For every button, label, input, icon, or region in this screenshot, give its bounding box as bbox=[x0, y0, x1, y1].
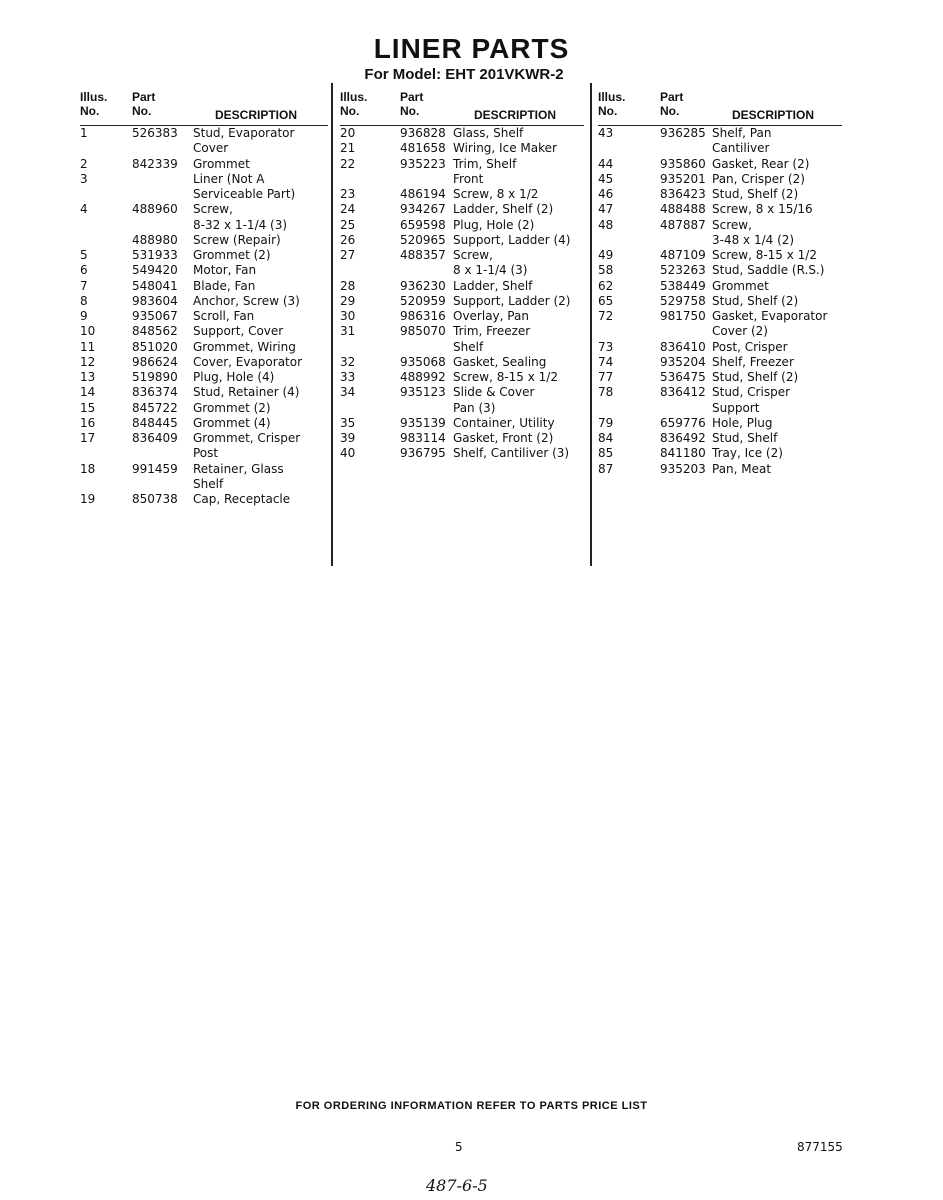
part-description: Grommet bbox=[193, 156, 250, 171]
illus-number: 11 bbox=[80, 339, 96, 354]
part-number: 488992 bbox=[400, 370, 446, 384]
part-number: 935201 bbox=[660, 171, 706, 186]
part-number: 536475 bbox=[660, 370, 706, 384]
illus-number: 31 bbox=[340, 324, 356, 339]
part-description: Wiring, Ice Maker bbox=[453, 141, 557, 156]
part-description: Screw, 8 x 1/2 bbox=[453, 187, 539, 201]
part-description: Slide & Cover Pan (3) bbox=[453, 385, 535, 415]
part-description: Support, Ladder (4) bbox=[453, 232, 571, 247]
illus-number: 87 bbox=[598, 461, 614, 476]
illus-number: 9 bbox=[80, 309, 88, 323]
illus-number: 3 bbox=[80, 171, 88, 186]
table-row bbox=[80, 355, 330, 370]
part-description: Cover, Evaporator bbox=[193, 354, 303, 369]
illus-number: 32 bbox=[340, 354, 356, 369]
illus-number: 5 bbox=[80, 248, 88, 262]
part-description: Support, Cover bbox=[193, 324, 284, 339]
part-number: 659598 bbox=[400, 217, 446, 232]
part-number: 488960 bbox=[132, 202, 178, 217]
illus-number: 23 bbox=[340, 187, 356, 201]
part-number: 526383 bbox=[132, 126, 178, 140]
illus-number: 79 bbox=[598, 415, 614, 430]
illus-number: 7 bbox=[80, 278, 88, 293]
part-description: Glass, Shelf bbox=[453, 126, 524, 140]
part-number: 983604 bbox=[132, 293, 178, 308]
part-description: Screw, 8-15 x 1/2 bbox=[453, 370, 558, 384]
document-number: 877155 bbox=[797, 1140, 843, 1154]
part-number: 519890 bbox=[132, 370, 178, 384]
part-description: Cap, Receptacle bbox=[193, 492, 291, 506]
table-row bbox=[598, 416, 848, 431]
part-number: 531933 bbox=[132, 248, 178, 262]
part-description: Shelf, Pan Cantiliver bbox=[712, 126, 772, 156]
table-row bbox=[340, 202, 590, 217]
table-row bbox=[340, 141, 590, 156]
illus-number: 25 bbox=[340, 217, 356, 232]
illus-number: 43 bbox=[598, 126, 614, 140]
table-row bbox=[598, 462, 848, 477]
table-row bbox=[598, 446, 848, 461]
column-divider bbox=[590, 83, 592, 566]
table-row bbox=[80, 385, 330, 400]
parts-column-1 bbox=[80, 90, 330, 507]
part-number: 935139 bbox=[400, 415, 446, 430]
part-number: 841180 bbox=[660, 446, 706, 461]
table-row bbox=[340, 279, 590, 294]
illus-number: 1 bbox=[80, 126, 88, 140]
table-row bbox=[340, 431, 590, 446]
column-divider bbox=[331, 83, 333, 566]
part-number: 935123 bbox=[400, 385, 446, 400]
illus-header: Illus. No. bbox=[80, 90, 108, 118]
table-row bbox=[598, 248, 848, 263]
parts-rows bbox=[80, 126, 330, 507]
part-number: 983114 bbox=[400, 431, 446, 445]
illus-number: 34 bbox=[340, 385, 356, 400]
part-number: 936828 bbox=[400, 126, 446, 140]
illus-number: 58 bbox=[598, 263, 614, 278]
table-row bbox=[340, 233, 590, 248]
illus-number: 62 bbox=[598, 278, 614, 293]
part-description: Stud, Shelf bbox=[712, 431, 778, 445]
illus-number: 24 bbox=[340, 202, 356, 217]
part-description: Gasket, Rear (2) bbox=[712, 156, 810, 171]
part-number: 991459 bbox=[132, 461, 178, 476]
illus-number: 22 bbox=[340, 156, 356, 171]
description-header: DESCRIPTION bbox=[732, 108, 815, 122]
table-row bbox=[80, 492, 330, 507]
table-row bbox=[598, 187, 848, 202]
illus-number: 17 bbox=[80, 431, 96, 445]
table-row bbox=[340, 324, 590, 355]
part-description: Retainer, Glass Shelf bbox=[193, 461, 284, 491]
part-description: Shelf, Cantiliver (3) bbox=[453, 446, 570, 461]
part-number: 836374 bbox=[132, 385, 178, 400]
table-row bbox=[80, 340, 330, 355]
part-number: 935860 bbox=[660, 156, 706, 171]
table-row bbox=[598, 385, 848, 416]
table-row bbox=[80, 248, 330, 263]
part-description: Container, Utility bbox=[453, 415, 555, 430]
part-number: 488488 bbox=[660, 202, 706, 217]
page-number: 5 bbox=[455, 1140, 463, 1154]
illus-number: 6 bbox=[80, 263, 88, 278]
part-description: Gasket, Front (2) bbox=[453, 431, 554, 445]
illus-number: 14 bbox=[80, 385, 96, 400]
illus-number: 78 bbox=[598, 385, 614, 400]
table-row bbox=[80, 401, 330, 416]
part-number: 981750 bbox=[660, 309, 706, 323]
illus-number: 40 bbox=[340, 446, 356, 461]
part-number: 659776 bbox=[660, 415, 706, 430]
table-row bbox=[80, 309, 330, 324]
part-description: Anchor, Screw (3) bbox=[193, 293, 300, 308]
part-number: 935203 bbox=[660, 461, 706, 476]
part-description: Grommet, Wiring bbox=[193, 339, 296, 354]
table-row bbox=[80, 324, 330, 339]
part-number: 836409 bbox=[132, 431, 178, 445]
part-number: 935204 bbox=[660, 354, 706, 369]
part-description: Tray, Ice (2) bbox=[712, 446, 783, 461]
illus-number: 2 bbox=[80, 156, 88, 171]
part-description: Gasket, Evaporator Cover (2) bbox=[712, 309, 828, 339]
part-number: 836412 bbox=[660, 385, 706, 400]
part-description: Support, Ladder (2) bbox=[453, 293, 571, 308]
part-number: 986624 bbox=[132, 354, 178, 369]
part-description: Ladder, Shelf bbox=[453, 278, 533, 293]
illus-number: 21 bbox=[340, 141, 356, 156]
part-number: 486194 bbox=[400, 187, 446, 201]
illus-number: 35 bbox=[340, 415, 356, 430]
part-number: 936230 bbox=[400, 278, 446, 293]
part-description: Scroll, Fan bbox=[193, 309, 255, 323]
illus-number: 16 bbox=[80, 415, 96, 430]
part-description: Grommet (4) bbox=[193, 415, 271, 430]
part-description: Overlay, Pan bbox=[453, 309, 529, 323]
table-row bbox=[598, 126, 848, 157]
part-header: Part No. bbox=[132, 90, 156, 118]
illus-number: 29 bbox=[340, 293, 356, 308]
table-row bbox=[598, 340, 848, 355]
part-number: 986316 bbox=[400, 309, 446, 323]
table-row bbox=[80, 279, 330, 294]
column-header bbox=[340, 90, 590, 126]
part-number: 836492 bbox=[660, 431, 706, 445]
part-description: Ladder, Shelf (2) bbox=[453, 202, 554, 217]
table-row bbox=[340, 126, 590, 141]
illus-number: 10 bbox=[80, 324, 96, 339]
part-description: Stud, Shelf (2) bbox=[712, 293, 799, 308]
table-row bbox=[80, 172, 330, 203]
table-row bbox=[80, 233, 330, 248]
illus-number: 15 bbox=[80, 400, 96, 415]
part-description: Stud, Evaporator Cover bbox=[193, 126, 295, 156]
part-header: Part No. bbox=[660, 90, 684, 118]
part-number: 851020 bbox=[132, 339, 178, 354]
illus-number: 39 bbox=[340, 431, 356, 445]
description-header: DESCRIPTION bbox=[215, 108, 298, 122]
illus-number: 12 bbox=[80, 354, 96, 369]
part-description: Blade, Fan bbox=[193, 278, 256, 293]
part-number: 985070 bbox=[400, 324, 446, 339]
table-row bbox=[598, 218, 848, 249]
table-row bbox=[340, 385, 590, 416]
part-description: Stud, Saddle (R.S.) bbox=[712, 263, 825, 278]
part-description: Motor, Fan bbox=[193, 263, 257, 278]
column-header bbox=[80, 90, 330, 126]
handwritten-note: 487-6-5 bbox=[426, 1176, 488, 1195]
illus-header: Illus. No. bbox=[340, 90, 368, 118]
table-row bbox=[340, 309, 590, 324]
table-row bbox=[340, 355, 590, 370]
part-number: 934267 bbox=[400, 202, 446, 217]
part-description: Shelf, Freezer bbox=[712, 354, 794, 369]
part-description: Grommet (2) bbox=[193, 400, 271, 415]
part-description: Stud, Crisper Support bbox=[712, 385, 791, 415]
table-row bbox=[340, 446, 590, 461]
part-description: Screw, 8-32 x 1-1/4 (3) bbox=[193, 202, 288, 232]
part-number: 488357 bbox=[400, 248, 446, 262]
part-description: Pan, Crisper (2) bbox=[712, 171, 805, 186]
part-description: Screw, 8 x 15/16 bbox=[712, 202, 813, 217]
part-description: Screw, 8-15 x 1/2 bbox=[712, 248, 817, 262]
part-description: Grommet (2) bbox=[193, 248, 271, 262]
illus-number: 8 bbox=[80, 293, 88, 308]
part-number: 520965 bbox=[400, 232, 446, 247]
column-header bbox=[598, 90, 848, 126]
illus-number: 85 bbox=[598, 446, 614, 461]
illus-number: 49 bbox=[598, 248, 614, 262]
part-description: Plug, Hole (2) bbox=[453, 217, 535, 232]
illus-number: 48 bbox=[598, 217, 614, 232]
table-row bbox=[80, 157, 330, 172]
part-number: 523263 bbox=[660, 263, 706, 278]
table-row bbox=[598, 309, 848, 340]
illus-number: 13 bbox=[80, 370, 96, 384]
part-description: Trim, Shelf Front bbox=[453, 156, 517, 186]
parts-column-2 bbox=[340, 90, 590, 462]
table-row bbox=[598, 370, 848, 385]
part-number: 520959 bbox=[400, 293, 446, 308]
part-header: Part No. bbox=[400, 90, 424, 118]
table-row bbox=[80, 263, 330, 278]
part-number: 935068 bbox=[400, 354, 446, 369]
table-row bbox=[80, 416, 330, 431]
part-description: Pan, Meat bbox=[712, 461, 772, 476]
illus-number: 27 bbox=[340, 248, 356, 262]
illus-number: 77 bbox=[598, 370, 614, 384]
illus-number: 20 bbox=[340, 126, 356, 140]
illus-number: 74 bbox=[598, 354, 614, 369]
part-number: 848445 bbox=[132, 415, 178, 430]
part-number: 935067 bbox=[132, 309, 178, 323]
table-row bbox=[598, 279, 848, 294]
part-number: 936285 bbox=[660, 126, 706, 140]
part-description: Gasket, Sealing bbox=[453, 354, 547, 369]
part-description: Trim, Freezer Shelf bbox=[453, 324, 531, 354]
table-row bbox=[80, 202, 330, 233]
illus-number: 18 bbox=[80, 461, 96, 476]
illus-number: 19 bbox=[80, 492, 96, 506]
table-row bbox=[340, 218, 590, 233]
ordering-footer: FOR ORDERING INFORMATION REFER TO PARTS PRICE LIST bbox=[295, 1100, 648, 1112]
table-row bbox=[340, 187, 590, 202]
part-number: 842339 bbox=[132, 156, 178, 171]
part-number: 848562 bbox=[132, 324, 178, 339]
table-row bbox=[598, 355, 848, 370]
illus-number: 33 bbox=[340, 370, 356, 384]
table-row bbox=[598, 157, 848, 172]
table-row bbox=[598, 172, 848, 187]
part-description: Grommet bbox=[712, 278, 769, 293]
table-row bbox=[340, 294, 590, 309]
part-number: 845722 bbox=[132, 400, 178, 415]
part-number: 935223 bbox=[400, 156, 446, 171]
part-description: Stud, Retainer (4) bbox=[193, 385, 300, 400]
table-row bbox=[340, 157, 590, 188]
part-number: 850738 bbox=[132, 492, 178, 506]
part-number: 836423 bbox=[660, 187, 706, 201]
parts-rows bbox=[598, 126, 848, 477]
description-header: DESCRIPTION bbox=[474, 108, 557, 122]
part-description: Screw (Repair) bbox=[193, 232, 281, 247]
illus-number: 72 bbox=[598, 309, 614, 323]
part-number: 836410 bbox=[660, 339, 706, 354]
illus-number: 4 bbox=[80, 202, 88, 217]
part-number: 936795 bbox=[400, 446, 446, 461]
parts-rows bbox=[340, 126, 590, 462]
illus-number: 65 bbox=[598, 293, 614, 308]
illus-number: 46 bbox=[598, 187, 614, 201]
part-description: Screw, 8 x 1-1/4 (3) bbox=[453, 248, 528, 278]
part-number: 529758 bbox=[660, 293, 706, 308]
part-description: Liner (Not A Serviceable Part) bbox=[193, 171, 296, 201]
illus-number: 47 bbox=[598, 202, 614, 217]
page-title: LINER PARTS bbox=[373, 33, 570, 64]
illus-number: 44 bbox=[598, 156, 614, 171]
part-description: Plug, Hole (4) bbox=[193, 370, 275, 384]
table-row bbox=[598, 263, 848, 278]
table-row bbox=[80, 294, 330, 309]
table-row bbox=[340, 416, 590, 431]
parts-column-3 bbox=[598, 90, 848, 477]
part-description: Hole, Plug bbox=[712, 415, 773, 430]
part-description: Post, Crisper bbox=[712, 339, 788, 354]
part-number: 538449 bbox=[660, 278, 706, 293]
model-subtitle: For Model: EHT 201VKWR-2 bbox=[364, 66, 564, 83]
illus-number: 45 bbox=[598, 171, 614, 186]
part-number: 487109 bbox=[660, 248, 706, 262]
table-row bbox=[80, 126, 330, 157]
illus-number: 26 bbox=[340, 232, 356, 247]
table-row bbox=[340, 370, 590, 385]
table-row bbox=[80, 431, 330, 462]
part-description: Stud, Shelf (2) bbox=[712, 187, 799, 201]
part-number: 487887 bbox=[660, 217, 706, 232]
illus-number: 84 bbox=[598, 431, 614, 445]
part-number: 548041 bbox=[132, 278, 178, 293]
illus-number: 30 bbox=[340, 309, 356, 323]
illus-number: 73 bbox=[598, 339, 614, 354]
part-description: Grommet, Crisper Post bbox=[193, 431, 301, 461]
part-number: 488980 bbox=[132, 232, 178, 247]
table-row bbox=[340, 248, 590, 279]
table-row bbox=[598, 431, 848, 446]
table-row bbox=[598, 202, 848, 217]
part-description: Screw, 3-48 x 1/4 (2) bbox=[712, 217, 795, 247]
illus-number: 28 bbox=[340, 278, 356, 293]
part-number: 481658 bbox=[400, 141, 446, 156]
table-row bbox=[80, 462, 330, 493]
illus-header: Illus. No. bbox=[598, 90, 626, 118]
part-number: 549420 bbox=[132, 263, 178, 278]
table-row bbox=[80, 370, 330, 385]
table-row bbox=[598, 294, 848, 309]
part-description: Stud, Shelf (2) bbox=[712, 370, 799, 384]
